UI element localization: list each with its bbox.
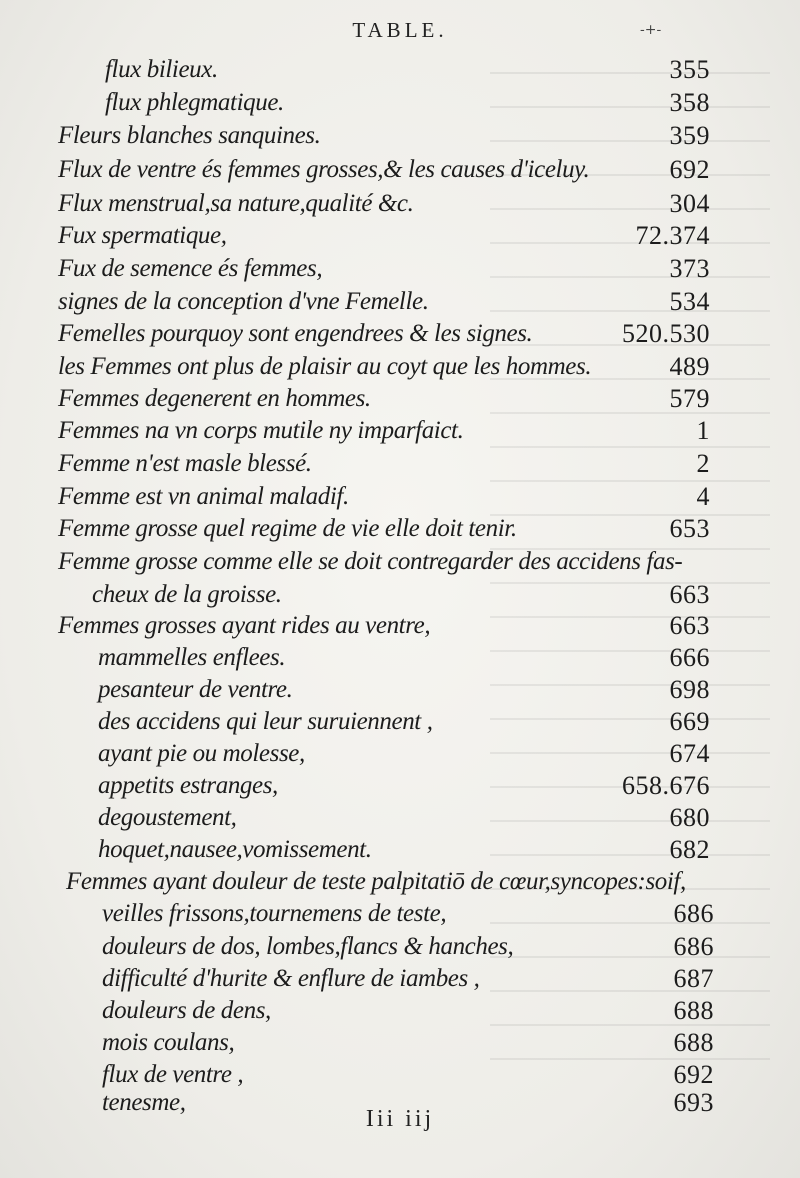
index-entry (58, 316, 710, 352)
entry-page-number: 304 (669, 189, 710, 218)
entry-page-number: 686 (673, 899, 714, 928)
index-entry (102, 961, 714, 997)
entry-text: flux bilieux. (105, 56, 218, 83)
entry-text: Fux de semence és femmes, (58, 255, 323, 282)
signature-mark: Iii iij (365, 1106, 435, 1132)
entry-text: Femmes degenerent en hommes. (58, 385, 371, 412)
index-entry (58, 511, 710, 547)
entry-page-number: 693 (673, 1088, 714, 1117)
index-entry (98, 800, 710, 836)
ornament-mark: -+- (640, 22, 662, 38)
entry-text: Femmes ayant douleur de teste palpitatiō de cœur,syncopes:soif, (66, 868, 686, 895)
entry-page-number: 72.374 (635, 221, 710, 250)
entry-text: Fleurs blanches sanquines. (58, 122, 321, 149)
index-entry (105, 52, 710, 88)
entry-text: signes de la conception d'vne Femelle. (58, 288, 429, 315)
entry-text: Femmes grosses ayant rides au ventre, (58, 612, 431, 639)
entry-text: mois coulans, (102, 1029, 235, 1056)
index-entry (58, 413, 710, 449)
entry-text: tenesme, (102, 1089, 186, 1116)
index-entry (98, 832, 710, 868)
entry-page-number: 520.530 (622, 319, 710, 348)
entry-text: Femmes na vn corps mutile ny imparfaict. (58, 417, 464, 444)
entry-text: veilles frissons,tournemens de teste, (102, 900, 447, 927)
index-entry (58, 446, 710, 482)
index-entry (105, 85, 710, 121)
entry-text: ayant pie ou molesse, (98, 740, 305, 767)
entry-text: hoquet,nausee,vomissement. (98, 836, 372, 863)
index-entry (102, 896, 714, 932)
index-entry (98, 672, 710, 708)
entry-text: difficulté d'hurite & enflure de iambes , (102, 965, 480, 992)
entry-page-number: 489 (669, 352, 710, 381)
entry-text: les Femmes ont plus de plaisir au coyt que les hommes. (58, 353, 592, 380)
entry-text: degoustement, (98, 804, 237, 831)
entry-page-number: 653 (669, 514, 710, 543)
entry-page-number: 2 (696, 449, 710, 478)
index-entry (98, 704, 710, 740)
entry-text: Femme est vn animal maladif. (58, 483, 349, 510)
entry-text: cheux de la groisse. (92, 581, 282, 608)
entry-text: Femme grosse comme elle se doit contregarder des accidens fas- (58, 548, 683, 575)
entry-text: Flux de ventre és femmes grosses,& les causes d'iceluy. (58, 156, 590, 183)
entry-page-number: 355 (669, 55, 710, 84)
entry-text: Femme grosse quel regime de vie elle doit tenir. (58, 515, 517, 542)
entry-text: douleurs de dens, (102, 997, 271, 1024)
entry-page-number: 688 (673, 1028, 714, 1057)
entry-text: des accidens qui leur suruiennent , (98, 708, 433, 735)
entry-text: Flux menstrual,sa nature,qualité &c. (58, 190, 414, 217)
index-entry (102, 993, 714, 1029)
entry-page-number: 680 (669, 803, 710, 832)
index-entry (102, 929, 714, 965)
index-entry (58, 186, 710, 222)
entry-page-number: 663 (669, 580, 710, 609)
entry-text: Fux spermatique, (58, 222, 227, 249)
entry-page-number: 373 (669, 254, 710, 283)
page-header: TABLE. (352, 18, 448, 42)
index-entry (58, 118, 710, 154)
entry-page-number: 1 (696, 416, 710, 445)
index-entry (98, 768, 710, 804)
entry-page-number: 358 (669, 88, 710, 117)
index-entry (66, 864, 710, 900)
entry-page-number: 534 (669, 287, 710, 316)
entry-text: douleurs de dos, lombes,flancs & hanches, (102, 933, 514, 960)
entry-text: pesanteur de ventre. (98, 676, 293, 703)
entry-page-number: 688 (673, 996, 714, 1025)
entry-text: mammelles enflees. (98, 644, 286, 671)
entry-page-number: 579 (669, 384, 710, 413)
entry-page-number: 698 (669, 675, 710, 704)
entry-page-number: 674 (669, 739, 710, 768)
entry-page-number: 682 (669, 835, 710, 864)
index-entry (58, 251, 710, 287)
index-entry (58, 349, 710, 385)
index-entry (58, 479, 710, 515)
index-entry (98, 640, 710, 676)
entry-page-number: 658.676 (622, 771, 710, 800)
index-entry (98, 736, 710, 772)
index-entry (58, 544, 710, 580)
entry-page-number: 669 (669, 707, 710, 736)
entry-page-number: 4 (696, 482, 710, 511)
entry-page-number: 359 (669, 121, 710, 150)
entry-text: appetits estranges, (98, 772, 278, 799)
index-entry (58, 381, 710, 417)
entry-text: Femme n'est masle blessé. (58, 450, 312, 477)
entry-text: flux phlegmatique. (105, 89, 284, 116)
entry-text: Femelles pourquoy sont engendrees & les signes. (58, 320, 533, 347)
entry-page-number: 666 (669, 643, 710, 672)
index-entry (102, 1025, 714, 1061)
index-entry (58, 152, 710, 188)
entry-page-number: 692 (669, 155, 710, 184)
entry-page-number: 686 (673, 932, 714, 961)
entry-page-number: 692 (673, 1060, 714, 1089)
index-entry (58, 218, 710, 254)
entry-page-number: 663 (669, 611, 710, 640)
index-entry (58, 284, 710, 320)
entry-page-number: 687 (673, 964, 714, 993)
index-entry (58, 608, 710, 644)
entry-text: flux de ventre , (102, 1061, 244, 1088)
